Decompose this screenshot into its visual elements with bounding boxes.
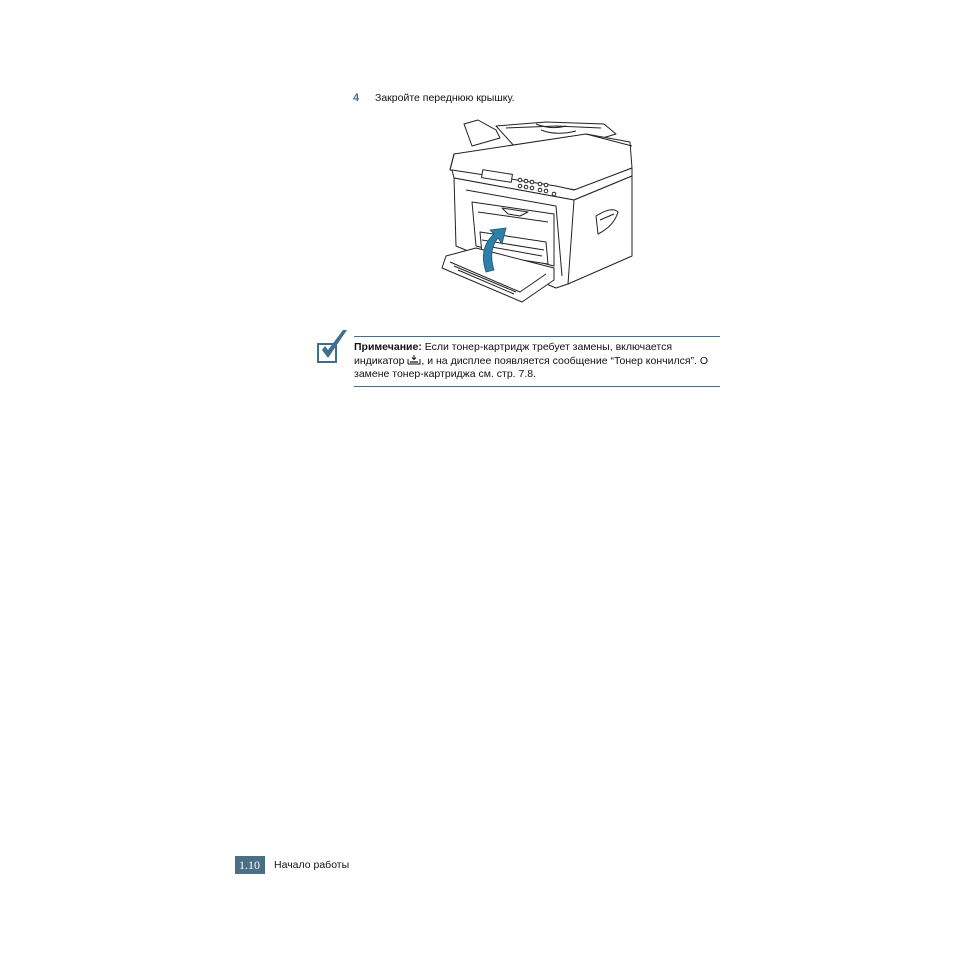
note-bottom-rule (354, 386, 720, 387)
note-body-part1: Если тонер-картридж требует замены, включается индикатор (354, 341, 673, 367)
printer-illustration (436, 116, 638, 306)
note-top-rule (354, 336, 720, 337)
step-instruction: Закройте переднюю крышку. (375, 92, 515, 104)
toner-indicator-icon (407, 354, 421, 365)
step-4 (353, 92, 515, 104)
note-body-part2: , и на дисплее появляется сообщение “Тонер кончился”. О замене тонер-картриджа см. стр. 7.8. (354, 355, 709, 380)
section-title: Начало работы (274, 859, 350, 871)
note-block (316, 326, 720, 390)
page-footer (235, 856, 349, 874)
page-number: 1.10 (235, 856, 265, 874)
note-label: Примечание: (354, 341, 422, 353)
checkmark-note-icon (316, 326, 350, 368)
step-number: 4 (353, 92, 360, 104)
note-text (354, 341, 720, 381)
